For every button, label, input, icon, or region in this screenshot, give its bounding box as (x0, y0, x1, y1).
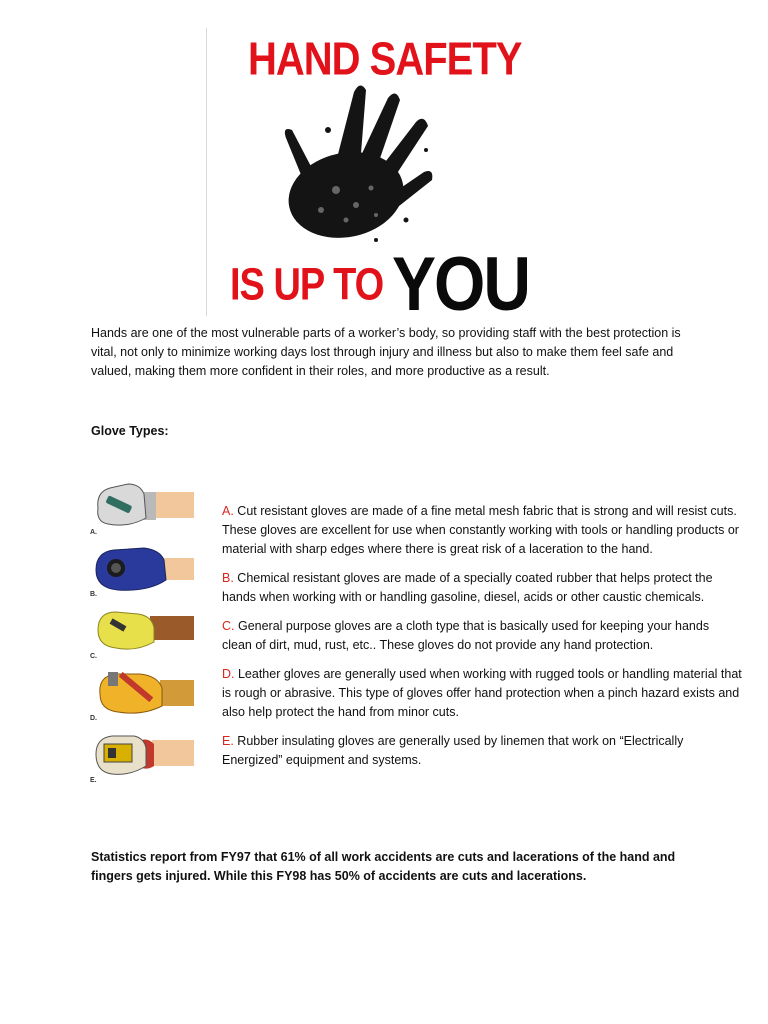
glove-illustration-e (88, 726, 198, 784)
glove-type-item-c (222, 617, 742, 655)
glove-type-label: B. (222, 571, 234, 585)
chemical-resistant-glove-icon (88, 540, 198, 598)
glove-letter-b: B. (90, 591, 97, 598)
glove-illustration-a (88, 478, 198, 536)
handprint-icon (276, 70, 456, 250)
glove-type-description: General purpose gloves are a cloth type that is basically used for keeping your hands clean of dirt, mud, rust, etc.. These gloves do not provide any hand protection. (222, 619, 710, 652)
glove-type-label: C. (222, 619, 235, 633)
cut-resistant-glove-icon (88, 478, 198, 536)
glove-letter-d: D. (90, 715, 97, 722)
glove-type-description: Rubber insulating gloves are generally used by linemen that work on “Electrically Energized” equipment and systems. (222, 734, 684, 767)
glove-type-description: Leather gloves are generally used when working with rugged tools or handling material that is rough or abrasive. This type of gloves offer hand protection when a pinch hazard exists and also help protect the hand from minor cuts. (222, 667, 742, 719)
glove-letter-c: C. (90, 653, 97, 660)
poster-title-top: HAND SAFETY (248, 34, 522, 85)
statistics-paragraph: Statistics report from FY97 that 61% of all work accidents are cuts and lacerations of the hand and fingers gets injured. While this FY98 has 50% of accidents are cuts and lacerations. (91, 850, 676, 883)
poster-title-you: YOU (392, 241, 530, 327)
glove-illustration-c (88, 602, 198, 660)
poster-title-bottom: IS UP TO (230, 260, 384, 311)
poster-divider (206, 28, 207, 316)
glove-type-item-d (222, 665, 742, 722)
glove-letter-e: E. (90, 777, 97, 784)
glove-type-label: E. (222, 734, 234, 748)
glove-type-label: A. (222, 504, 234, 518)
leather-glove-icon (88, 664, 198, 722)
glove-types-illustration (88, 478, 198, 790)
glove-illustration-d (88, 664, 198, 722)
glove-type-list (222, 502, 742, 780)
glove-illustration-b (88, 540, 198, 598)
glove-letter-a: A. (90, 529, 97, 536)
rubber-insulating-glove-icon (88, 726, 198, 784)
glove-types-heading: Glove Types: (91, 424, 169, 438)
glove-type-description: Cut resistant gloves are made of a fine metal mesh fabric that is strong and will resist cuts. These gloves are excellent for use when constantly working with tools or handling products or material with sharp edges where there is great risk of a laceration to the hand. (222, 504, 739, 556)
glove-type-label: D. (222, 667, 235, 681)
general-purpose-glove-icon (88, 602, 198, 660)
glove-type-item-e (222, 732, 742, 770)
hand-safety-poster (206, 28, 530, 327)
glove-type-item-a (222, 502, 742, 559)
intro-paragraph: Hands are one of the most vulnerable parts of a worker’s body, so providing staff with the best protection is vital, not only to minimize working days lost through injury and illness but also to make them feel safe and valued, making them more confident in their roles, and more productive as a result. (91, 326, 681, 378)
glove-type-description: Chemical resistant gloves are made of a specially coated rubber that helps protect the hands when working with or handling gasoline, diesel, acids or other caustic chemicals. (222, 571, 713, 604)
glove-type-item-b (222, 569, 742, 607)
